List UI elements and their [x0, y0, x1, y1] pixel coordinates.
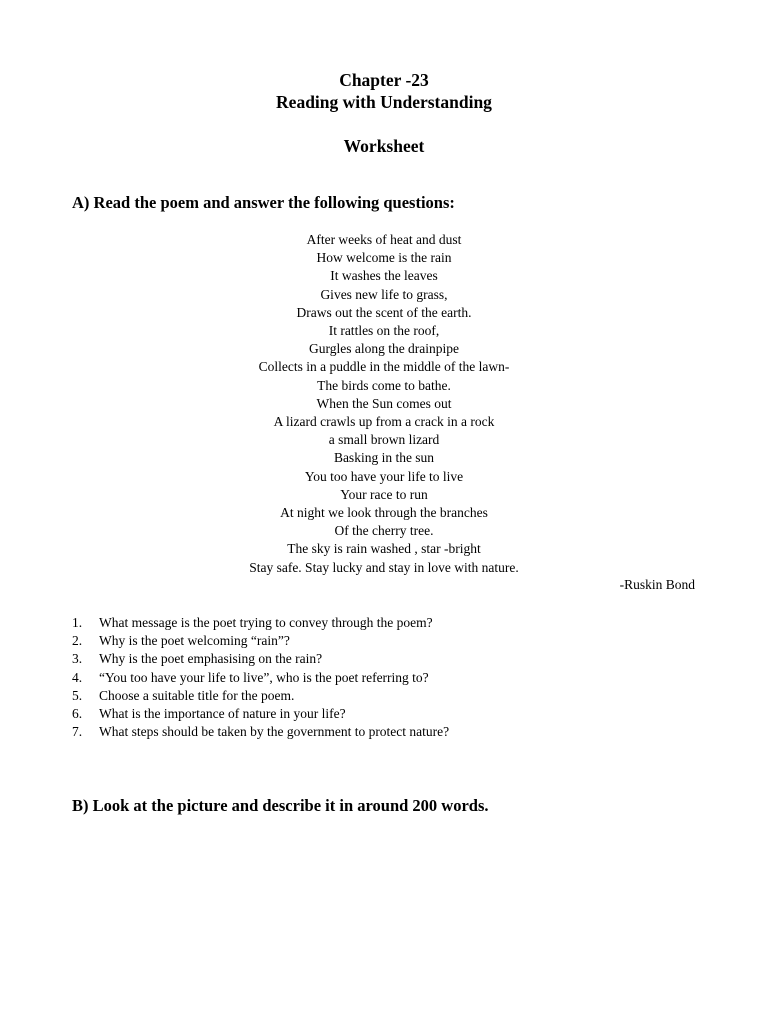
question-list [72, 614, 449, 741]
poem-line: A lizard crawls up from a crack in a rock [273, 414, 495, 430]
question-item [72, 632, 449, 650]
section-a-heading: A) Read the poem and answer the following questions: [72, 193, 455, 212]
question-number: 7. [72, 724, 83, 740]
poem-line: At night we look through the branches [280, 505, 488, 521]
question-item [72, 669, 449, 687]
question-item [72, 705, 449, 723]
question-text: What is the importance of nature in your life? [99, 706, 346, 722]
question-text: Why is the poet welcoming “rain”? [99, 633, 290, 649]
poem-line: Collects in a puddle in the middle of the lawn- [258, 359, 510, 375]
poem-line: Your race to run [340, 486, 428, 502]
poem-line: Gives new life to grass, [320, 286, 448, 302]
poem-author: -Ruskin Bond [619, 577, 695, 592]
poem-line: Stay safe. Stay lucky and stay in love with nature. [249, 559, 519, 575]
chapter-subtitle: Reading with Understanding [276, 92, 492, 112]
question-number: 3. [72, 651, 83, 667]
poem-line: After weeks of heat and dust [306, 232, 462, 247]
question-item [72, 687, 449, 705]
question-number: 2. [72, 633, 83, 649]
poem-line: Of the cherry tree. [334, 523, 434, 539]
poem-line: It washes the leaves [330, 268, 438, 284]
poem-line: a small brown lizard [328, 432, 440, 448]
poem-line: It rattles on the roof, [328, 323, 440, 339]
poem-line: You too have your life to live [304, 468, 464, 484]
question-text: What message is the poet trying to convey through the poem? [99, 615, 433, 630]
poem-line: The birds come to bathe. [317, 377, 451, 393]
question-text: What steps should be taken by the government to protect nature? [99, 724, 450, 740]
question-text: Why is the poet emphasising on the rain? [99, 651, 323, 667]
question-number: 1. [72, 615, 83, 630]
worksheet-title: Worksheet [343, 136, 425, 156]
question-item [72, 614, 449, 632]
question-item [72, 723, 449, 741]
question-number: 5. [72, 687, 83, 703]
poem-line: When the Sun comes out [316, 395, 452, 411]
question-number: 4. [72, 669, 83, 685]
poem-line: The sky is rain washed , star -bright [287, 541, 481, 557]
poem-line: Basking in the sun [333, 450, 435, 466]
poem [150, 231, 618, 577]
question-text: “You too have your life to live”, who is the poet referring to? [99, 669, 429, 685]
question-item [72, 650, 449, 668]
section-b-heading: B) Look at the picture and describe it in around 200 words. [72, 796, 489, 815]
poem-line: Draws out the scent of the earth. [296, 304, 472, 320]
question-text: Choose a suitable title for the poem. [99, 687, 295, 703]
chapter-title: Chapter -23 [339, 70, 429, 90]
question-number: 6. [72, 706, 83, 722]
poem-line: How welcome is the rain [316, 250, 452, 266]
poem-line: Gurgles along the drainpipe [308, 341, 460, 357]
